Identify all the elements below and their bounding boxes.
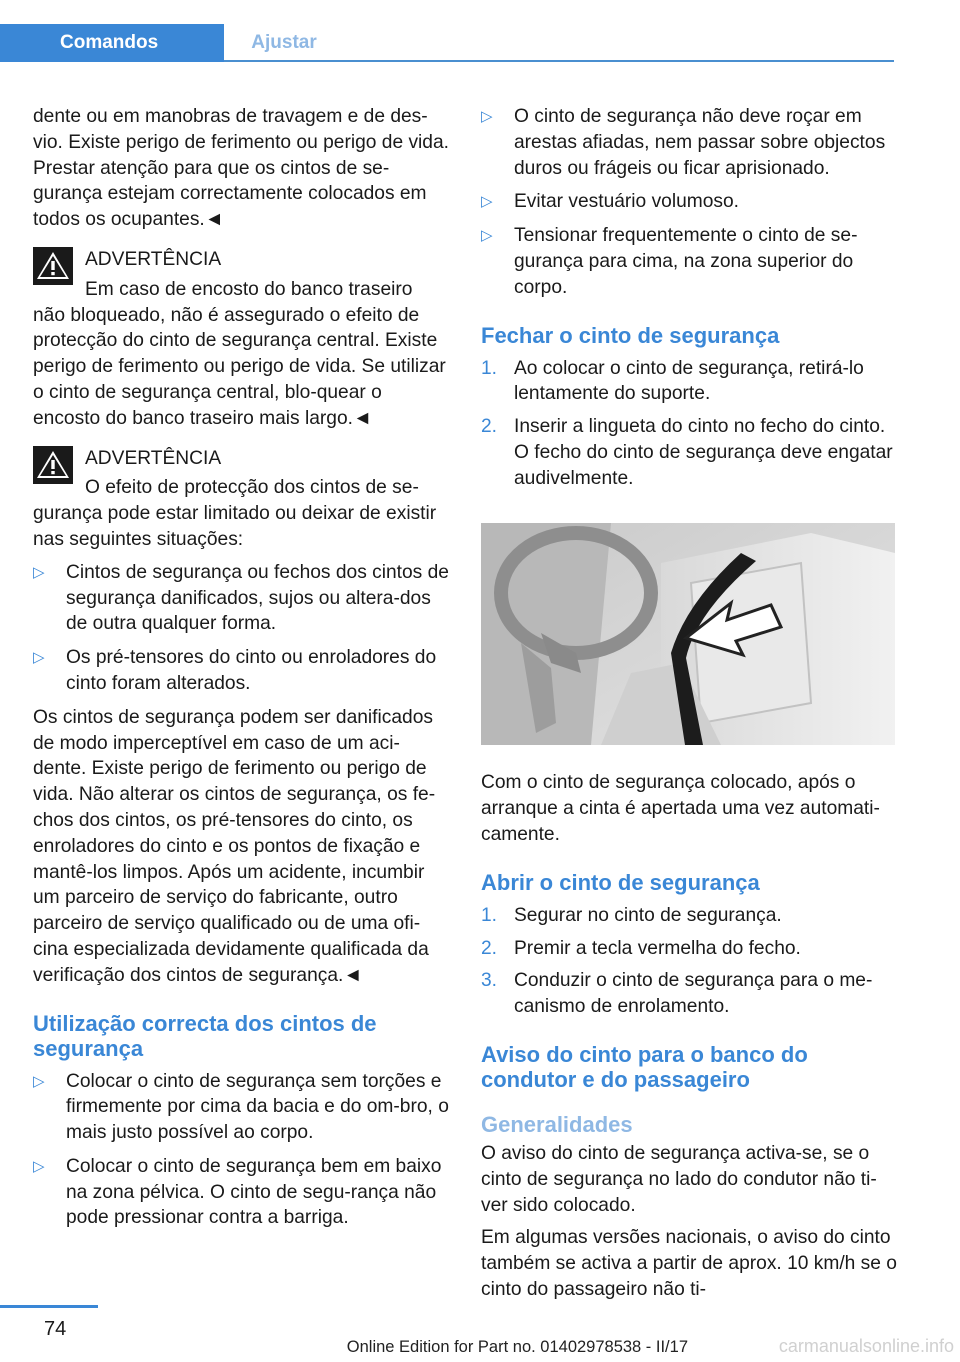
warning-text: O efeito de protecção dos cintos de se-gurança pode estar limitado ou deixar de existir nas seguintes situações: [33, 477, 437, 550]
seatbelt-buckle-illustration [481, 523, 895, 745]
edition-note: Online Edition for Part no. 01402978538 - II/17 [346, 1338, 688, 1356]
bullet-icon: ▷ [481, 108, 493, 125]
warning-triangle-icon [33, 446, 73, 484]
warning-triangle-icon [33, 247, 73, 285]
bullet-icon: ▷ [481, 193, 493, 211]
warning-list [33, 560, 449, 697]
tab-ajustar[interactable]: Ajustar [251, 32, 317, 53]
list-item: 3. Conduzir o cinto de segurança para o me-canismo de enrolamento. [481, 970, 873, 1018]
subsection-title-general: Generalidades [481, 1111, 633, 1137]
list-item: 1. Segurar no cinto de segurança. [481, 904, 782, 926]
page-number: 74 [44, 1318, 67, 1340]
left-column [33, 104, 449, 1239]
bullet-icon: ▷ [33, 649, 45, 667]
list-item: ▷ Colocar o cinto de segurança bem em baixo na zona pélvica. O cinto de segu-rança não pode pressionar contra a barriga. [33, 1155, 442, 1229]
list-item: ▷ Colocar o cinto de segurança sem torções e firmemente por cima da bacia e do om-bro, o mais justo possível ao corpo. [33, 1070, 449, 1144]
intro-paragraph: dente ou em manobras de travagem e de des-vio. Existe perigo de ferimento ou perigo de vida. Prestar atenção para que os cintos de se-gurança estejam correctamente colocados em todos os ocupantes.◄ [33, 106, 449, 231]
close-steps [481, 356, 897, 492]
list-item: 2. Premir a tecla vermelha do fecho. [481, 937, 801, 959]
list-item: ▷ Cintos de segurança ou fechos dos cintos de segurança danificados, sujos ou altera-dos de outra qualquer forma. [33, 561, 449, 635]
close-after-text: Com o cinto de segurança colocado, após o arranque a cinta é apertada uma vez automati-camente. [481, 772, 880, 845]
warning-text: Em caso de encosto do banco traseiro não bloqueado, não é assegurado o efeito de protecção do cinto de segurança central. Existe perigo de ferimento ou perigo de vida. Se utilizar o cinto de segurança central, blo-quear o encosto do banco traseiro mais largo.◄ [33, 278, 446, 429]
warning-after-text: Os cintos de segurança podem ser danificados de modo imperceptível em caso de um aci-dente. Existe perigo de ferimento ou perigo de vida. Não alterar os cintos de segurança, os fe-chos dos cintos, os pré-tensores do cinto, os enroladores do cinto e os pontos de fixação e mantê-los limpos. Após um acidente, incumbir um parceiro de serviço do fabricante, outro parceiro de serviço qualificado ou de uma ofi-cina especializada devidamente qualificada da verificação dos cintos de segurança.◄ [33, 706, 436, 986]
right-column [481, 104, 897, 1310]
usage-list [33, 1069, 449, 1232]
section-title-usage: Utilização correcta dos cintos de segurança [33, 1010, 377, 1061]
list-item: ▷ Evitar vestuário volumoso. [481, 189, 897, 215]
warning-title: ADVERTÊNCIA [85, 248, 222, 270]
section-title-open: Abrir o cinto de segurança [481, 869, 760, 895]
bullet-icon: ▷ [33, 1072, 45, 1090]
open-steps [481, 903, 897, 1020]
bullet-icon: ▷ [481, 227, 493, 245]
tab-comandos[interactable]: Comandos [0, 24, 224, 62]
list-item: 2. Inserir a lingueta do cinto no fecho do cinto. O fecho do cinto de segurança deve engatar audivelmente. [481, 416, 893, 489]
list-item: ▷ O cinto de segurança não deve roçar em arestas afiadas, nem passar sobre objectos duros ou frágeis ou ficar aprisionado. [481, 106, 886, 179]
warning-block-1 [33, 247, 449, 432]
list-item: ▷ Tensionar frequentemente o cinto de se-gurança para cima, na zona superior do corpo. [481, 225, 858, 298]
list-item: 1. Ao colocar o cinto de segurança, retirá-lo lentamente do suporte. [481, 357, 864, 405]
usage-list-continued [481, 104, 897, 301]
warning-title: ADVERTÊNCIA [85, 447, 222, 469]
bullet-icon: ▷ [33, 563, 45, 581]
warning-block-2 [33, 446, 449, 989]
bullet-icon: ▷ [33, 1157, 45, 1175]
watermark: carmanualsonline.info [778, 1336, 954, 1356]
reminder-paragraph-2: Em algumas versões nacionais, o aviso do cinto também se activa a partir de aprox. 10 km/h se o cinto do passageiro não ti- [481, 1227, 897, 1300]
footer-accent-line [0, 1305, 98, 1308]
reminder-paragraph-1: O aviso do cinto de segurança activa-se, se o cinto de segurança no lado do condutor não ti-ver sido colocado. [481, 1142, 877, 1216]
section-title-close: Fechar o cinto de segurança [481, 322, 780, 348]
section-title-reminder: Aviso do cinto para o banco do condutor e do passageiro [481, 1041, 808, 1092]
list-item: ▷ Os pré-tensores do cinto ou enroladores do cinto foram alterados. [33, 647, 437, 694]
chapter-tabs [0, 24, 894, 62]
